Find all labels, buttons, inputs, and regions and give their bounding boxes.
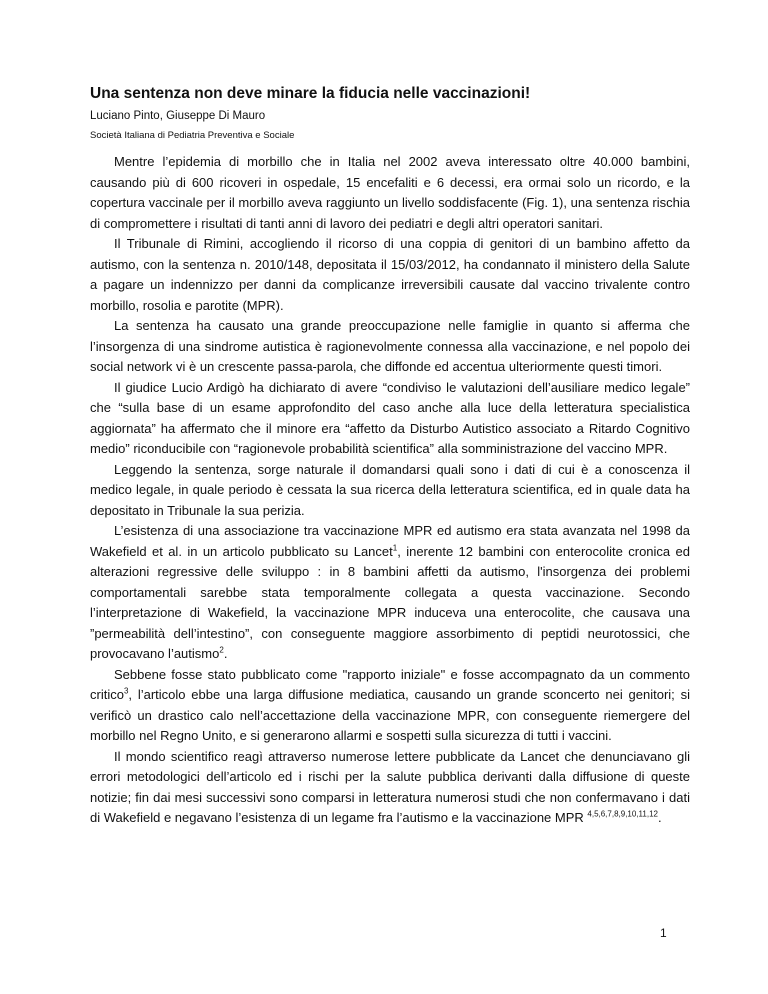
body-paragraph: [90, 665, 690, 747]
paragraph-text: Il mondo scientifico reagì attraverso numerose lettere pubblicate da Lancet che denunciavano gli errori metodologici dell’articolo ed i rischi per la salute pubblica derivanti dalla diffusione di queste notizie; fin dai mesi successivi sono comparsi in letteratura numerosi studi che non confermavano i dati di Wakefield e negavano l’esistenza di un legame fra l’autismo e la vaccinazione MPR: [90, 748, 690, 825]
body-paragraph: [90, 747, 690, 829]
body-paragraph: Mentre l’epidemia di morbillo che in Italia nel 2002 aveva interessato oltre 40.000 bambini, causando più di 600 ricoveri in ospedale, 15 encefaliti e 6 decessi, era ormai solo un ricordo, e la copertura vaccinale per il morbillo aveva raggiunto un livello soddisfacente (Fig. 1), una sentenza rischia di compromettere i risultati di tanti anni di lavoro dei pediatri e degli altri operatori sanitari.: [90, 154, 690, 231]
body-paragraph: Il Tribunale di Rimini, accogliendo il ricorso di una coppia di genitori di un bambino affetto da autismo, con la sentenza n. 2010/148, depositata il 15/03/2012, ha condannato il ministero della Salute a pagare un indennizzo per danni da complicanze irreversibili causate dal vaccino trivalente contro morbillo, rosolia e parotite (MPR).: [90, 236, 690, 313]
paragraph-text: Sebbene fosse stato pubblicato come "rapporto iniziale" e fosse accompagnato da un commento critico: [90, 666, 690, 702]
body-paragraph: Leggendo la sentenza, sorge naturale il domandarsi quali sono i dati di cui è a conoscenza il medico legale, in quale periodo è cessata la sua ricerca della letteratura scientifica, ed in quale data ha depositato in Tribunale la sua perizia.: [90, 461, 690, 518]
body-paragraph: Il giudice Lucio Ardigò ha dichiarato di avere “condiviso le valutazioni dell’ausiliare medico legale” che “sulla base di un esame approfondito del caso anche alla luce della letteratura specialistica aggiornata” ha affermato che il minore era “affetto da Disturbo Autistico associato a Ritardo Cognitivo medio” riconducibile con “ragionevole probabilità scientifica” alla somministrazione del vaccino MPR.: [90, 379, 690, 456]
paragraph-text: L’esistenza di una associazione tra vaccinazione MPR ed autismo era stata avanzata nel 1998 da Wakefield et al. in un articolo pubblicato su Lancet: [90, 523, 690, 559]
citation-superscript: 1: [392, 543, 398, 553]
page-number: 1: [660, 926, 667, 940]
paragraph-text: , inerente 12 bambini con enterocolite cronica ed alterazioni regressive delle sviluppo : in 8 bambini affetti da autismo, l'insorgenza dei problemi comportamentali sarebbe stata temporalmente collegata a questa vaccinazione. Secondo l’interpretazione di Wakefield, la vaccinazione MPR induceva una enterocolite, che causava una ”permeabilità dell’intestino”, con conseguente maggiore assorbimento di peptidi neurotossici, che provocavano l’autismo: [90, 543, 690, 661]
document-affiliation: Società Italiana di Pediatria Preventiva e Sociale: [90, 130, 295, 141]
paragraph-text: , l’articolo ebbe una larga diffusione mediatica, causando un grande sconcerto nei genitori; si verificò un drastico calo nell’accettazione della vaccinazione MPR, con conseguente riemergere del morbillo nel Regno Unito, e si generarono allarmi e sospetti sulla sicurezza di tutti i vaccini.: [90, 687, 690, 743]
citation-superscript: 4,5,6,7,8,9,10,11,12: [587, 809, 658, 819]
body-paragraph: [90, 521, 690, 665]
body-paragraph: La sentenza ha causato una grande preoccupazione nelle famiglie in quanto si afferma che l’insorgenza di una sindrome autistica è ragionevolmente connessa alla vaccinazione, e nel popolo dei social network vi è un crescente passa-parola, che diffonde ed accentua ulteriormente questi timori.: [90, 318, 690, 374]
document-title: Una sentenza non deve minare la fiducia nelle vaccinazioni!: [90, 85, 531, 102]
citation-superscript: 2: [219, 645, 224, 655]
citation-superscript: 3: [123, 686, 129, 696]
paragraph-text: .: [657, 810, 662, 825]
document-authors: Luciano Pinto, Giuseppe Di Mauro: [90, 110, 266, 122]
document-body: [90, 152, 690, 829]
paragraph-text: .: [223, 646, 228, 661]
